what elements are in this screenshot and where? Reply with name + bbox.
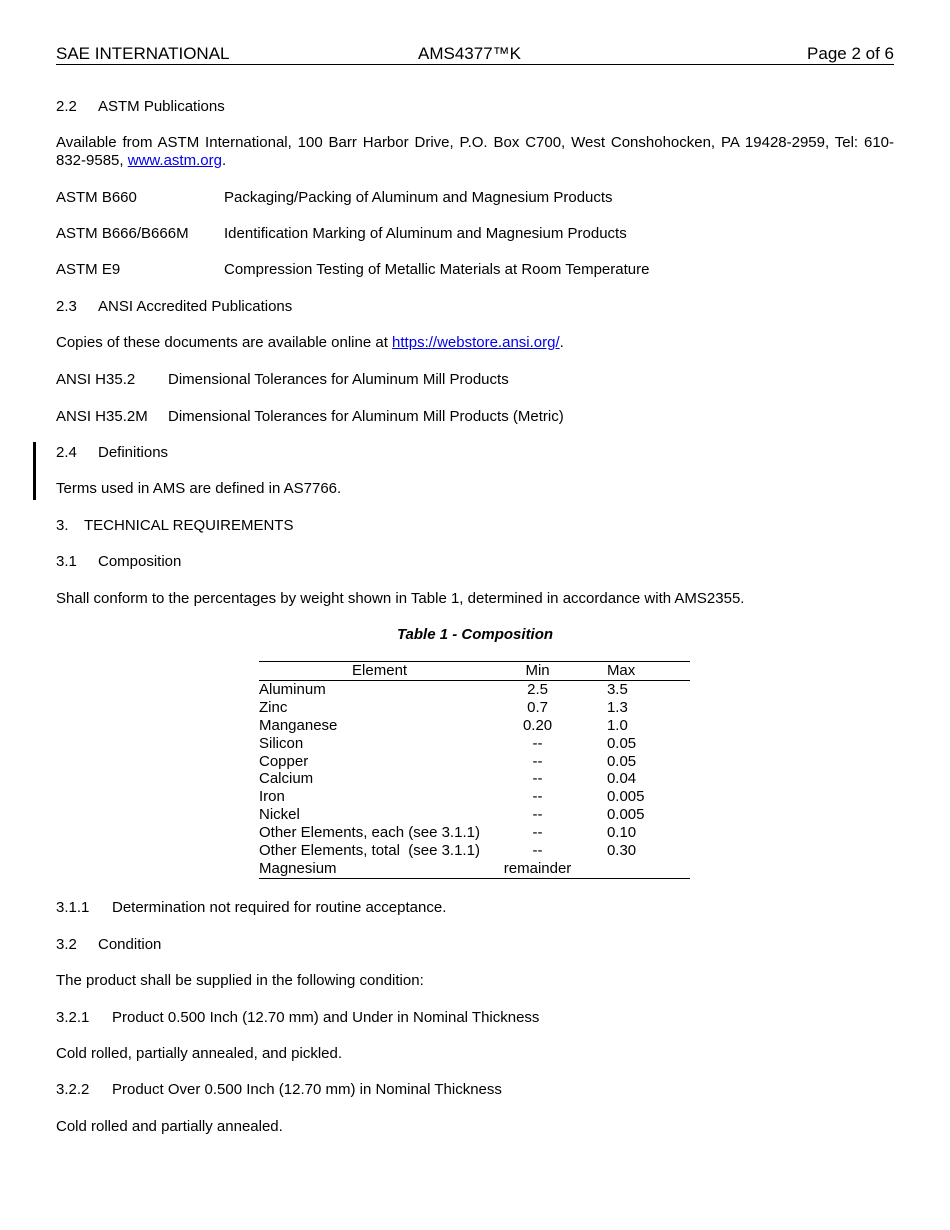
section-3-2-heading: 3.2 Condition [56, 936, 162, 953]
table-row: Iron -- 0.005 [259, 788, 645, 806]
condition-3-2-1-text: Cold rolled, partially annealed, and pickled. [56, 1045, 343, 1062]
composition-text: Shall conform to the percentages by weight shown in Table 1, determined in accordance with AMS2355. [56, 590, 745, 607]
section-3-2-2-heading: 3.2.2 Product Over 0.500 Inch (12.70 mm) in Nominal Thickness [56, 1081, 502, 1098]
table-header-row [259, 662, 690, 681]
section-3-heading: 3. TECHNICAL REQUIREMENTS [56, 517, 294, 534]
table-row: Nickel -- 0.005 [259, 806, 645, 824]
header-page-number: Page 2 of 6 [807, 44, 894, 63]
col-max: Max [575, 662, 690, 681]
section-3-1-1: 3.1.1 Determination not required for routine acceptance. [56, 899, 447, 916]
ansi-link[interactable]: https://webstore.ansi.org/ [392, 334, 560, 351]
section-3-1-heading: 3.1 Composition [56, 553, 182, 570]
table-1-caption: Table 1 - Composition [396, 626, 554, 643]
table-row: Other Elements, total (see 3.1.1) -- 0.30 [259, 842, 637, 860]
revision-change-bar [33, 442, 36, 500]
section-2-4-heading: 2.4 Definitions [56, 444, 169, 461]
table-row: Aluminum 2.5 3.5 [259, 680, 628, 698]
table-row: Manganese 0.20 1.0 [259, 716, 628, 734]
astm-availability: Available from ASTM International, 100 Barr Harbor Drive, P.O. Box C700, West Conshohocken, PA 19428-2959, Tel: 610-832-9585, www.astm.org. [56, 134, 894, 169]
table-row: Zinc 0.7 1.3 [259, 698, 628, 716]
section-3-2-1-heading: 3.2.1 Product 0.500 Inch (12.70 mm) and Under in Nominal Thickness [56, 1009, 540, 1026]
condition-text: The product shall be supplied in the following condition: [56, 972, 424, 989]
table-row: Other Elements, each (see 3.1.1) -- 0.10 [259, 824, 637, 842]
section-2-3-heading: 2.3 ANSI Accredited Publications [56, 298, 293, 315]
table-row: Silicon -- 0.05 [259, 734, 637, 752]
definitions-text: Terms used in AMS are defined in AS7766. [56, 480, 342, 497]
table-row: Magnesium remainder [259, 860, 690, 878]
col-element: Element [259, 662, 500, 681]
condition-3-2-2-text: Cold rolled and partially annealed. [56, 1118, 283, 1135]
header-doc-number: AMS4377™K [418, 44, 521, 63]
section-2-2-heading: 2.2 ASTM Publications [56, 98, 225, 115]
table-row: Copper -- 0.05 [259, 752, 637, 770]
table-row: Calcium -- 0.04 [259, 770, 637, 788]
composition-table [259, 661, 690, 879]
page-header [56, 44, 894, 65]
ansi-availability: Copies of these documents are available online at https://webstore.ansi.org/. [56, 334, 564, 351]
header-org: SAE INTERNATIONAL [56, 44, 230, 63]
astm-link[interactable]: www.astm.org [127, 152, 222, 169]
col-min: Min [500, 662, 575, 681]
